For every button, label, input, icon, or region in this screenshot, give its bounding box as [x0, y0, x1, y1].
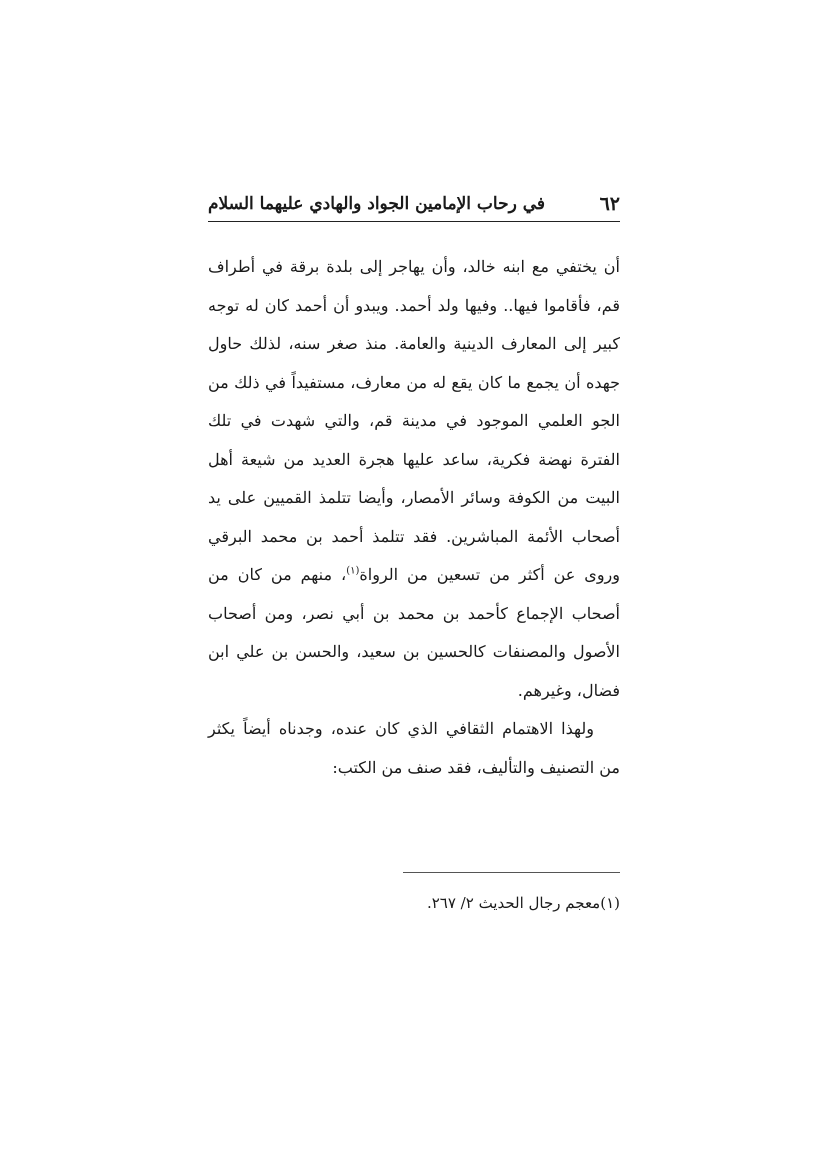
footnote-ref-1[interactable]: (١) — [346, 565, 360, 577]
footnote-rule — [403, 872, 620, 873]
page-number: ٦٢ — [599, 193, 620, 215]
body-text — [208, 248, 620, 787]
header-rule — [208, 221, 620, 222]
running-title: في رحاب الإمامين الجواد والهادي عليهما السلام — [208, 194, 546, 214]
paragraph-1-text: أن يختفي مع ابنه خالد، وأن يهاجر إلى بلدة برقة في أطراف قم، فأقاموا فيها.. وفيها ولد أحمد. ويبدو أن أحمد كان له توجه كبير إلى المعارف الدينية والعامة. منذ صغر سنه، لذلك حاول جهده أن يجمع ما كان يقع له من معارف، مستفيداً في ذلك من الجو العلمي الموجود في مدينة قم، والتي شهدت في تلك الفترة نهضة فكرية، ساعد عليها هجرة العديد من شيعة أهل البيت من الكوفة وسائر الأمصار، وأيضا تتلمذ القميين على يد أصحاب الأئمة المباشرين. فقد تتلمذ أحمد بن محمد البرقي وروى عن أكثر من تسعين من الرواة — [208, 257, 620, 584]
page-header — [208, 190, 620, 222]
paragraph-1 — [208, 248, 620, 710]
paragraph-2: ولهذا الاهتمام الثقافي الذي كان عنده، وجدناه أيضاً يكثر من التصنيف والتأليف، فقد صنف من الكتب: — [208, 719, 620, 777]
footnote-1: (١)معجم رجال الحديث ٢/ ٢٦٧. — [426, 894, 620, 912]
paragraph-1-continuation: ، منهم من كان من أصحاب الإجماع كأحمد بن محمد بن أبي نصر، ومن أصحاب الأصول والمصنفات كالحسين بن سعيد، والحسن بن علي ابن فضال، وغيرهم. — [208, 565, 620, 700]
